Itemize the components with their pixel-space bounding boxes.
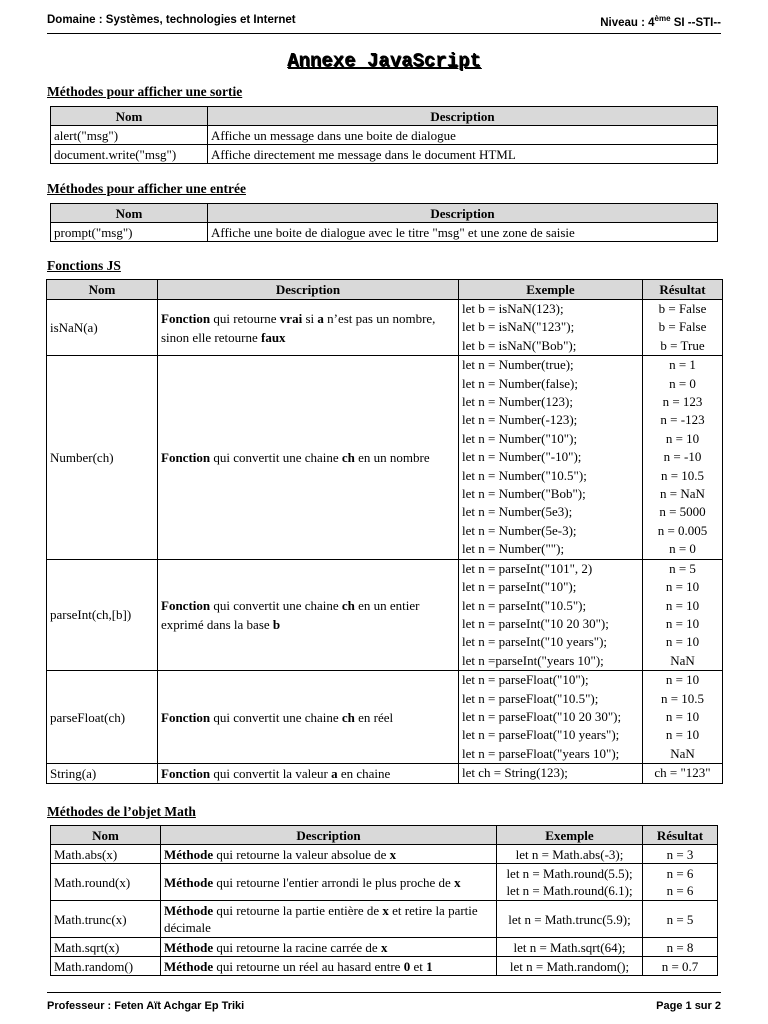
example-line: let n = Number(-123); (462, 412, 578, 428)
result-line: n = -10 (663, 449, 702, 465)
example-line: let n = parseFloat("10.5"); (462, 690, 599, 706)
description-text: ch (341, 449, 355, 465)
description-text: ch (341, 597, 355, 613)
result-line: ch = "123" (654, 765, 711, 781)
col-nom: Nom (47, 280, 158, 300)
description-text: qui convertit la valeur (210, 766, 332, 782)
cell-description (161, 957, 497, 976)
result-line: n = 10 (665, 634, 700, 650)
result-line: n = 5 (669, 560, 696, 576)
description-text: qui retourne un réel au hasard entre (213, 958, 404, 974)
example-line: let n = Number(true); (462, 357, 574, 373)
table-row (51, 901, 718, 938)
example-line: let n = Number("10"); (462, 430, 578, 446)
example-line: let n = parseInt("101", 2) (462, 560, 593, 576)
page-number: Page 1 sur 2 (656, 1000, 721, 1012)
cell-resultat (643, 845, 718, 864)
output-methods-table (50, 106, 718, 164)
cell-description (161, 938, 497, 957)
description-text: qui retourne la partie entière de (213, 903, 383, 918)
cell-exemple (497, 938, 643, 957)
cell-nom: Math.sqrt(x) (51, 938, 161, 957)
result-line: n = 0.7 (661, 958, 699, 974)
table-row (47, 671, 723, 764)
description-text: en chaine (337, 766, 391, 782)
domain-label: Domaine : Systèmes, technologies et Internet (47, 14, 296, 26)
result-line: n = 1 (669, 357, 696, 373)
description-text: en un entier exprimé dans la base (161, 597, 420, 632)
table-row: document.write("msg") Affiche directement me message dans le document HTML (51, 145, 718, 164)
example-line: let n = Number(""); (462, 541, 565, 557)
cell-nom: isNaN(a) (47, 300, 158, 356)
description-text: 0 (403, 958, 411, 974)
cell-description (158, 559, 459, 670)
description-text: x (380, 939, 388, 955)
table-row: alert("msg") Affiche un message dans une boite de dialogue (51, 126, 718, 145)
functions-table (46, 279, 723, 784)
cell-nom: Math.trunc(x) (51, 901, 161, 938)
result-line: n = 5 (666, 911, 694, 927)
cell-resultat (643, 300, 723, 356)
cell-resultat (643, 901, 718, 938)
cell-description (158, 764, 459, 784)
cell-description (161, 864, 497, 901)
result-line: n = 8 (666, 939, 694, 955)
result-line: b = False (658, 301, 707, 316)
cell-exemple (497, 957, 643, 976)
description-text: b (272, 616, 281, 632)
col-nom: Nom (51, 204, 208, 223)
cell-exemple (459, 671, 643, 764)
example-line: let n = Math.trunc(5.9); (508, 911, 631, 927)
description-text: qui retourne (210, 310, 280, 326)
cell-nom: Math.abs(x) (51, 845, 161, 864)
example-line: let n = Math.random(); (509, 958, 630, 974)
cell-resultat (643, 559, 723, 670)
col-exemple: Exemple (459, 280, 643, 300)
section-functions-title: Fonctions JS (47, 258, 121, 273)
table-row (51, 864, 718, 901)
example-line: let n = Number("10.5"); (462, 467, 587, 483)
description-text: qui retourne la racine carrée de (213, 939, 381, 955)
example-line: let ch = String(123); (462, 765, 568, 781)
page-title: Annexe JavaScript (287, 50, 481, 72)
description-text: Fonction (161, 310, 211, 326)
example-line: let n = parseFloat("10 years"); (462, 727, 620, 743)
col-exemple: Exemple (497, 826, 643, 845)
example-line: let n = Math.round(5.5); (506, 866, 633, 881)
example-line: let n = Number("Bob"); (462, 486, 586, 502)
result-line: n = 10 (665, 430, 700, 446)
result-line: b = False (658, 319, 707, 335)
cell-description (158, 671, 459, 764)
cell-resultat (643, 671, 723, 764)
example-line: let n = parseInt("10"); (462, 579, 577, 595)
description-text: a (331, 766, 338, 782)
cell-nom: Math.round(x) (51, 864, 161, 901)
level-label: Niveau : 4ème SI --STI-- (600, 14, 721, 29)
result-line: n = 10 (665, 727, 700, 743)
description-text: Méthode (164, 939, 214, 955)
cell-nom: parseFloat(ch) (47, 671, 158, 764)
table-row (47, 300, 723, 356)
col-resultat: Résultat (643, 280, 723, 300)
description-text: en un nombre (354, 449, 430, 465)
table-row (51, 845, 718, 864)
cell-exemple (459, 764, 643, 784)
example-line: let n = Number(5e-3); (462, 522, 577, 538)
col-description: Description (158, 280, 459, 300)
example-line: let n = parseFloat("years 10"); (462, 745, 620, 761)
description-text: Fonction (161, 766, 211, 782)
description-text: 1 (426, 958, 433, 974)
cell-description (161, 901, 497, 938)
description-text: vrai (279, 310, 303, 326)
description-text: Méthode (164, 958, 214, 974)
result-line: n = NaN (660, 486, 705, 502)
example-line: let n = Number(false); (462, 375, 578, 391)
example-line: let b = isNaN("Bob"); (462, 337, 577, 353)
result-line: n = 10 (665, 672, 700, 688)
result-line: n = 0 (669, 375, 696, 391)
example-line: let n = Math.round(6.1); (506, 883, 633, 898)
result-line: n = 10.5 (660, 690, 705, 706)
cell-resultat (643, 764, 723, 784)
description-text: et (410, 958, 427, 974)
section-output-title: Méthodes pour afficher une sortie (47, 84, 243, 99)
teacher-label: Professeur : Feten Aït Achgar Ep Triki (47, 1000, 245, 1012)
input-methods-table (50, 203, 718, 242)
page-footer (47, 992, 721, 1012)
description-text: si (302, 310, 318, 326)
example-line: let n = parseInt("10.5"); (462, 597, 587, 613)
cell-exemple (459, 300, 643, 356)
cell-resultat (643, 864, 718, 901)
col-description: Description (208, 107, 718, 126)
description-text: faux (261, 329, 286, 345)
description-text: qui retourne la valeur absolue de (213, 846, 390, 862)
description-text: Fonction (161, 709, 211, 725)
cell-description (161, 845, 497, 864)
description-text: et retire la partie décimale (164, 903, 478, 935)
description-text: x (382, 903, 389, 918)
cell-nom: parseInt(ch,[b]) (47, 559, 158, 670)
result-line: n = 6 (666, 866, 694, 881)
col-nom: Nom (51, 107, 208, 126)
cell-exemple (497, 901, 643, 938)
cell-resultat (643, 938, 718, 957)
example-line: let n = Number(5e3); (462, 504, 573, 520)
result-line: n = 3 (666, 846, 694, 862)
result-line: n = 10 (665, 708, 700, 724)
section-input-title: Méthodes pour afficher une entrée (47, 181, 246, 196)
example-line: let n = parseInt("10 20 30"); (462, 615, 609, 631)
description-text: ch (341, 709, 355, 725)
result-line: n = 0 (669, 541, 696, 557)
table-row (47, 764, 723, 784)
section-math-title: Méthodes de l’objet Math (47, 804, 196, 819)
result-line: n = 10.5 (660, 467, 705, 483)
description-text: qui convertit une chaine (210, 709, 342, 725)
example-line: let n = parseFloat("10 20 30"); (462, 708, 622, 724)
col-description: Description (161, 826, 497, 845)
result-line: n = 10 (665, 579, 700, 595)
result-line: n = 6 (666, 883, 694, 898)
table-row (51, 957, 718, 976)
result-line: n = -123 (660, 412, 705, 428)
cell-exemple (459, 356, 643, 559)
description-text: qui convertit une chaine (210, 597, 342, 613)
example-line: let n = Math.abs(-3); (515, 846, 624, 862)
result-line: n = 123 (662, 394, 703, 410)
result-line: b = True (660, 337, 705, 353)
result-line: NaN (670, 745, 695, 761)
description-text: en réel (354, 709, 394, 725)
table-row (47, 356, 723, 559)
cell-exemple (497, 845, 643, 864)
description-text: Méthode (164, 846, 214, 862)
result-line: NaN (670, 652, 695, 668)
col-description: Description (208, 204, 718, 223)
result-line: n = 0.005 (657, 522, 708, 538)
col-nom: Nom (51, 826, 161, 845)
description-text: qui retourne l'entier arrondi le plus proche de (213, 874, 455, 890)
math-methods-table (50, 825, 718, 976)
example-line: let n = Math.sqrt(64); (513, 939, 626, 955)
result-line: n = 10 (665, 597, 700, 613)
description-text: Méthode (164, 874, 214, 890)
description-text: n’est pas un nombre, sinon elle retourne (161, 310, 436, 345)
cell-nom: String(a) (47, 764, 158, 784)
description-text: Fonction (161, 597, 211, 613)
cell-exemple (497, 864, 643, 901)
description-text: x (389, 846, 397, 862)
result-line: n = 10 (665, 615, 700, 631)
col-resultat: Résultat (643, 826, 718, 845)
example-line: let b = isNaN("123"); (462, 319, 575, 335)
description-text: Fonction (161, 449, 211, 465)
table-row: prompt("msg") Affiche une boite de dialogue avec le titre "msg" et une zone de saisie (51, 223, 718, 242)
table-row (51, 938, 718, 957)
description-text: Méthode (164, 903, 214, 918)
description-text: x (454, 874, 461, 890)
result-line: n = 5000 (659, 504, 706, 520)
cell-description (158, 356, 459, 559)
cell-exemple (459, 559, 643, 670)
cell-description (158, 300, 459, 356)
example-line: let n =parseInt("years 10"); (462, 652, 604, 668)
table-row (47, 559, 723, 670)
example-line: let n = Number("-10"); (462, 449, 582, 465)
cell-nom: Number(ch) (47, 356, 158, 559)
example-line: let b = isNaN(123); (462, 301, 564, 316)
example-line: let n = parseInt("10 years"); (462, 634, 608, 650)
cell-resultat (643, 356, 723, 559)
example-line: let n = parseFloat("10"); (462, 672, 589, 688)
cell-nom: Math.random() (51, 957, 161, 976)
cell-resultat (643, 957, 718, 976)
example-line: let n = Number(123); (462, 394, 573, 410)
description-text: a (317, 310, 324, 326)
description-text: qui convertit une chaine (210, 449, 342, 465)
page-header (47, 14, 721, 34)
